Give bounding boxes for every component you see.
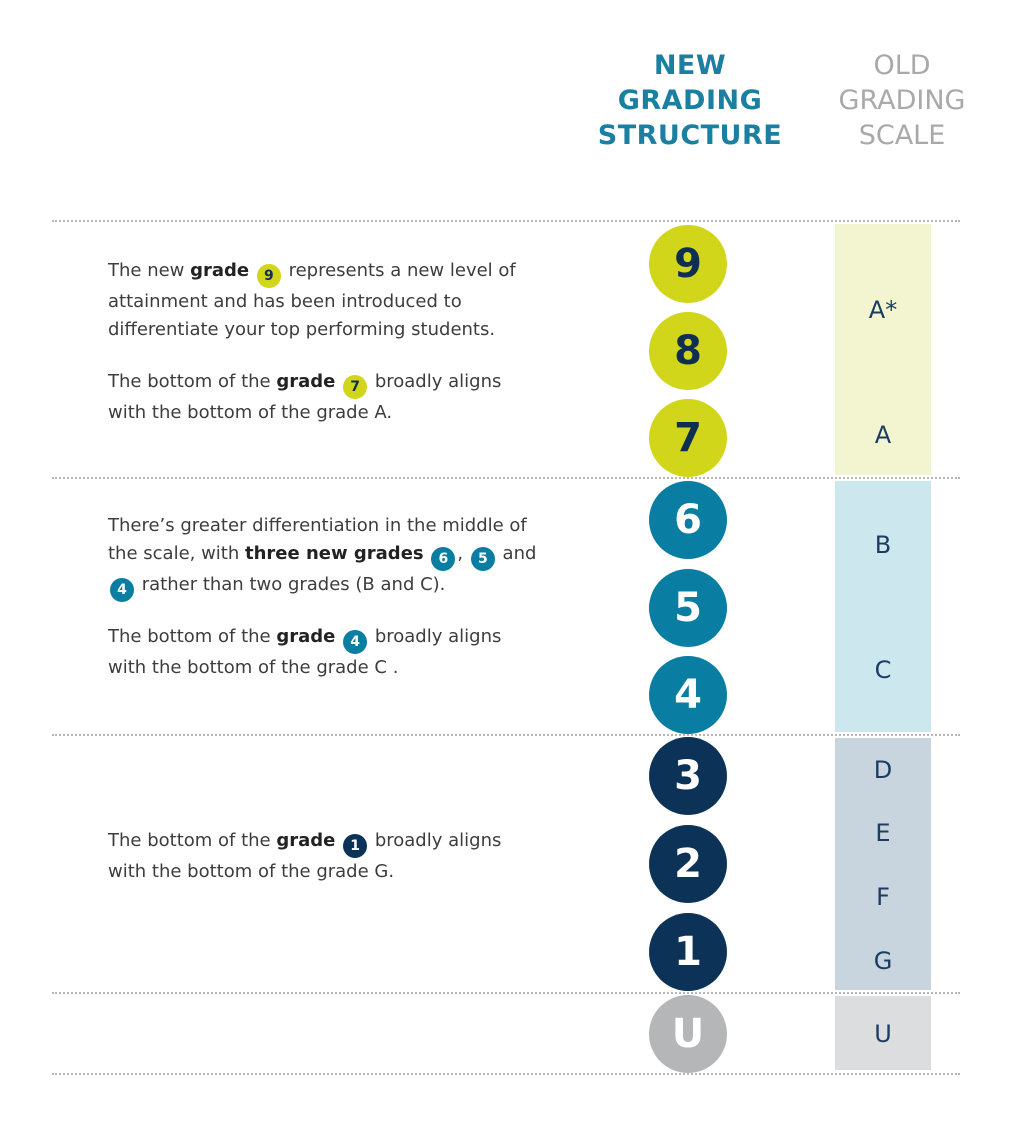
note-grade-4 bbox=[108, 623, 538, 682]
grade-7-circle: 7 bbox=[649, 399, 727, 477]
note-bold: grade bbox=[276, 830, 336, 851]
old-grade-a-star: A* bbox=[868, 296, 898, 324]
old-grade-a: A bbox=[874, 421, 892, 449]
grade-badge: 5 bbox=[471, 547, 495, 571]
grade-6-circle: 6 bbox=[649, 481, 727, 559]
divider-lower bbox=[52, 992, 960, 994]
grade-badge: 9 bbox=[257, 264, 281, 288]
grade-u-circle: U bbox=[649, 995, 727, 1073]
old-grade-c: C bbox=[874, 656, 892, 684]
new-grading-structure-heading: NEW GRADING STRUCTURE bbox=[597, 50, 783, 151]
note-text: The bottom of the bbox=[108, 626, 277, 647]
note-text: The bottom of the bbox=[108, 830, 277, 851]
note-text: and bbox=[496, 543, 537, 564]
grade-8-circle: 8 bbox=[649, 312, 727, 390]
grade-2-circle: 2 bbox=[649, 825, 727, 903]
divider-upper bbox=[52, 477, 960, 479]
note-grade-7 bbox=[108, 368, 538, 427]
note-bold: grade bbox=[276, 626, 336, 647]
note-text: broadly aligns with the bottom of the grade C . bbox=[108, 626, 502, 678]
note-bold: three new grades bbox=[245, 543, 424, 564]
note-text: The bottom of the bbox=[108, 371, 277, 392]
divider-middle bbox=[52, 734, 960, 736]
grade-5-circle: 5 bbox=[649, 569, 727, 647]
old-grade-g: G bbox=[873, 947, 893, 975]
note-text: The new bbox=[108, 260, 191, 281]
note-bold: grade bbox=[190, 260, 250, 281]
divider-bottom bbox=[52, 1073, 960, 1075]
old-grade-f: F bbox=[876, 883, 890, 911]
old-grade-b: B bbox=[874, 531, 892, 559]
old-grading-scale-heading: OLD GRADING SCALE bbox=[838, 50, 966, 151]
grade-9-circle: 9 bbox=[649, 225, 727, 303]
grade-badge: 1 bbox=[343, 834, 367, 858]
grade-3-circle: 3 bbox=[649, 737, 727, 815]
old-grade-u: U bbox=[874, 1020, 892, 1048]
grade-1-circle: 1 bbox=[649, 913, 727, 991]
divider-top bbox=[52, 220, 960, 222]
grade-badge: 4 bbox=[110, 578, 134, 602]
grade-4-circle: 4 bbox=[649, 656, 727, 734]
grade-badge: 7 bbox=[343, 375, 367, 399]
old-grade-e: E bbox=[875, 819, 891, 847]
note-middle-grades bbox=[108, 512, 538, 602]
old-grade-d: D bbox=[873, 756, 893, 784]
note-text: There’s greater differentiation in the middle of the scale, with bbox=[108, 515, 527, 564]
note-text: represents a new level of attainment and has been introduced to differentiate your top performing students. bbox=[108, 260, 516, 340]
note-text: , bbox=[457, 543, 469, 564]
note-text: rather than two grades (B and C). bbox=[136, 574, 446, 595]
note-bold: grade bbox=[276, 371, 336, 392]
grade-badge: 6 bbox=[431, 547, 455, 571]
old-band-bc bbox=[835, 481, 931, 732]
note-text: broadly aligns with the bottom of the grade A. bbox=[108, 371, 502, 423]
grade-badge: 4 bbox=[343, 630, 367, 654]
note-grade-1 bbox=[108, 827, 538, 886]
note-grade-9 bbox=[108, 257, 538, 344]
note-text: broadly aligns with the bottom of the grade G. bbox=[108, 830, 502, 882]
